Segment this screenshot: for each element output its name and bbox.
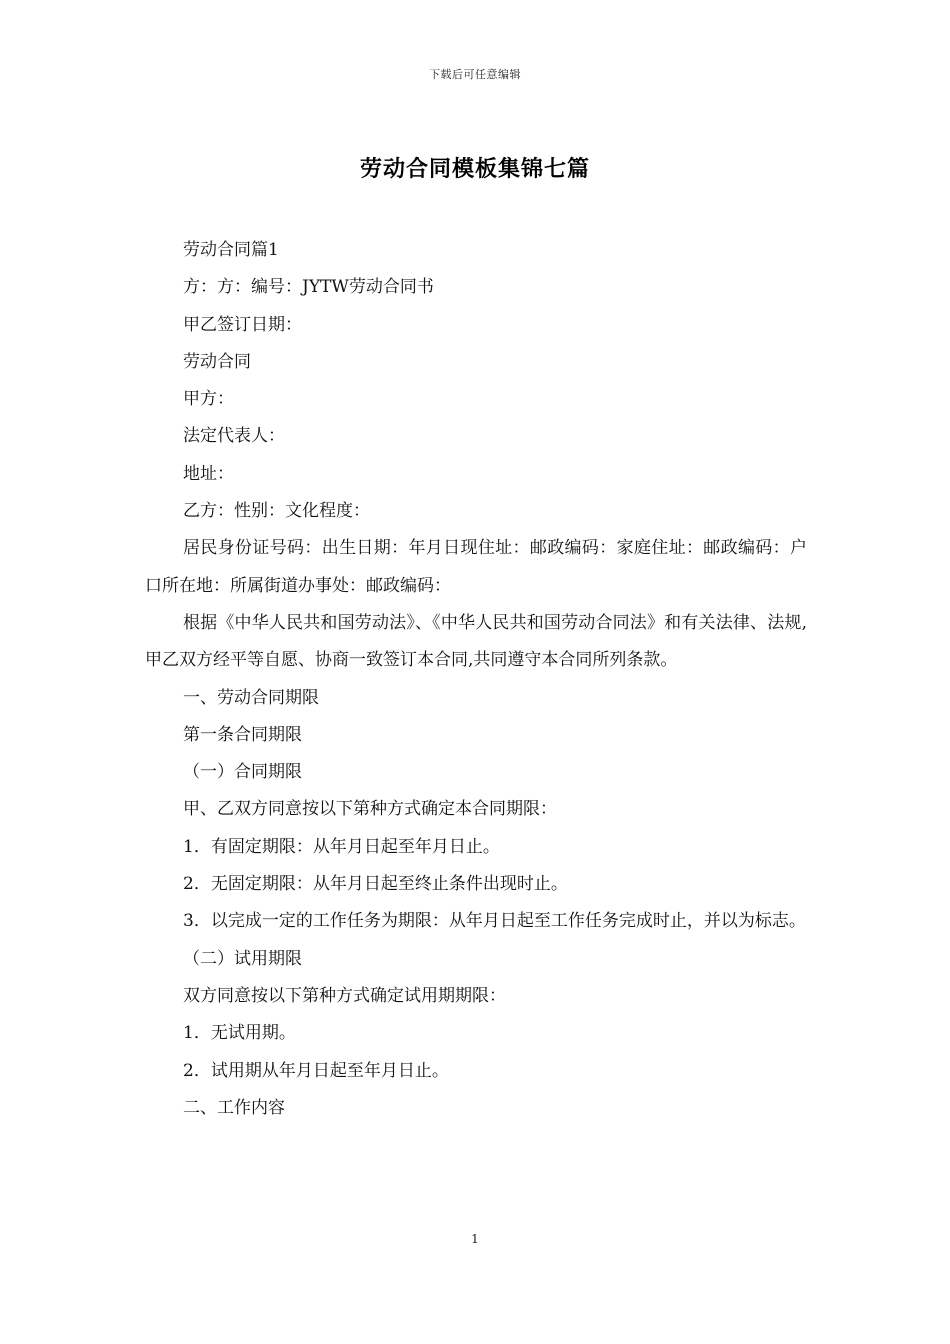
paragraph: 1．无试用期。 xyxy=(183,1023,296,1044)
paragraph: 2．无固定期限：从年月日起至终止条件出现时止。 xyxy=(183,874,568,895)
page-header: 下载后可任意编辑 xyxy=(429,68,521,81)
paragraph: 二、工作内容 xyxy=(183,1097,285,1118)
paragraph: 甲乙签订日期： xyxy=(183,314,302,335)
paragraph: （一）合同期限 xyxy=(183,762,302,783)
paragraph: 双方同意按以下第种方式确定试用期期限： xyxy=(183,985,506,1006)
paragraph: 劳动合同 xyxy=(183,351,251,372)
paragraph: 1．有固定期限：从年月日起至年月日止。 xyxy=(183,836,500,857)
paragraph: 法定代表人： xyxy=(183,426,285,447)
paragraph: 甲、乙双方同意按以下第种方式确定本合同期限： xyxy=(183,799,557,820)
paragraph: 第一条合同期限 xyxy=(183,724,302,745)
paragraph: 甲方： xyxy=(183,389,234,410)
page-number: 1 xyxy=(471,1232,479,1246)
document-title: 劳动合同模板集锦七篇 xyxy=(359,156,590,182)
paragraph: 居民身份证号码：出生日期：年月日现住址：邮政编码：家庭住址：邮政编码：户口所在地：所属街道办事处：邮政编码： xyxy=(145,538,807,596)
paragraph: 3．以完成一定的工作任务为期限：从年月日起至工作任务完成时止，并以为标志。 xyxy=(183,911,806,932)
paragraph: 根据《中华人民共和国劳动法》、《中华人民共和国劳动合同法》和有关法律、法规,甲乙双方经平等自愿、协商一致签订本合同,共同遵守本合同所列条款。 xyxy=(145,612,807,671)
paragraph: （二）试用期限 xyxy=(183,948,302,969)
paragraph: 一、劳动合同期限 xyxy=(183,687,319,708)
paragraph: 地址： xyxy=(183,463,234,484)
document-body xyxy=(145,232,807,1127)
paragraph: 劳动合同篇1 xyxy=(183,240,279,260)
paragraph: 乙方：性别：文化程度： xyxy=(183,501,370,522)
paragraph: 2．试用期从年月日起至年月日止。 xyxy=(183,1060,449,1081)
paragraph: 方：方：编号：JYTW劳动合同书 xyxy=(183,277,434,298)
